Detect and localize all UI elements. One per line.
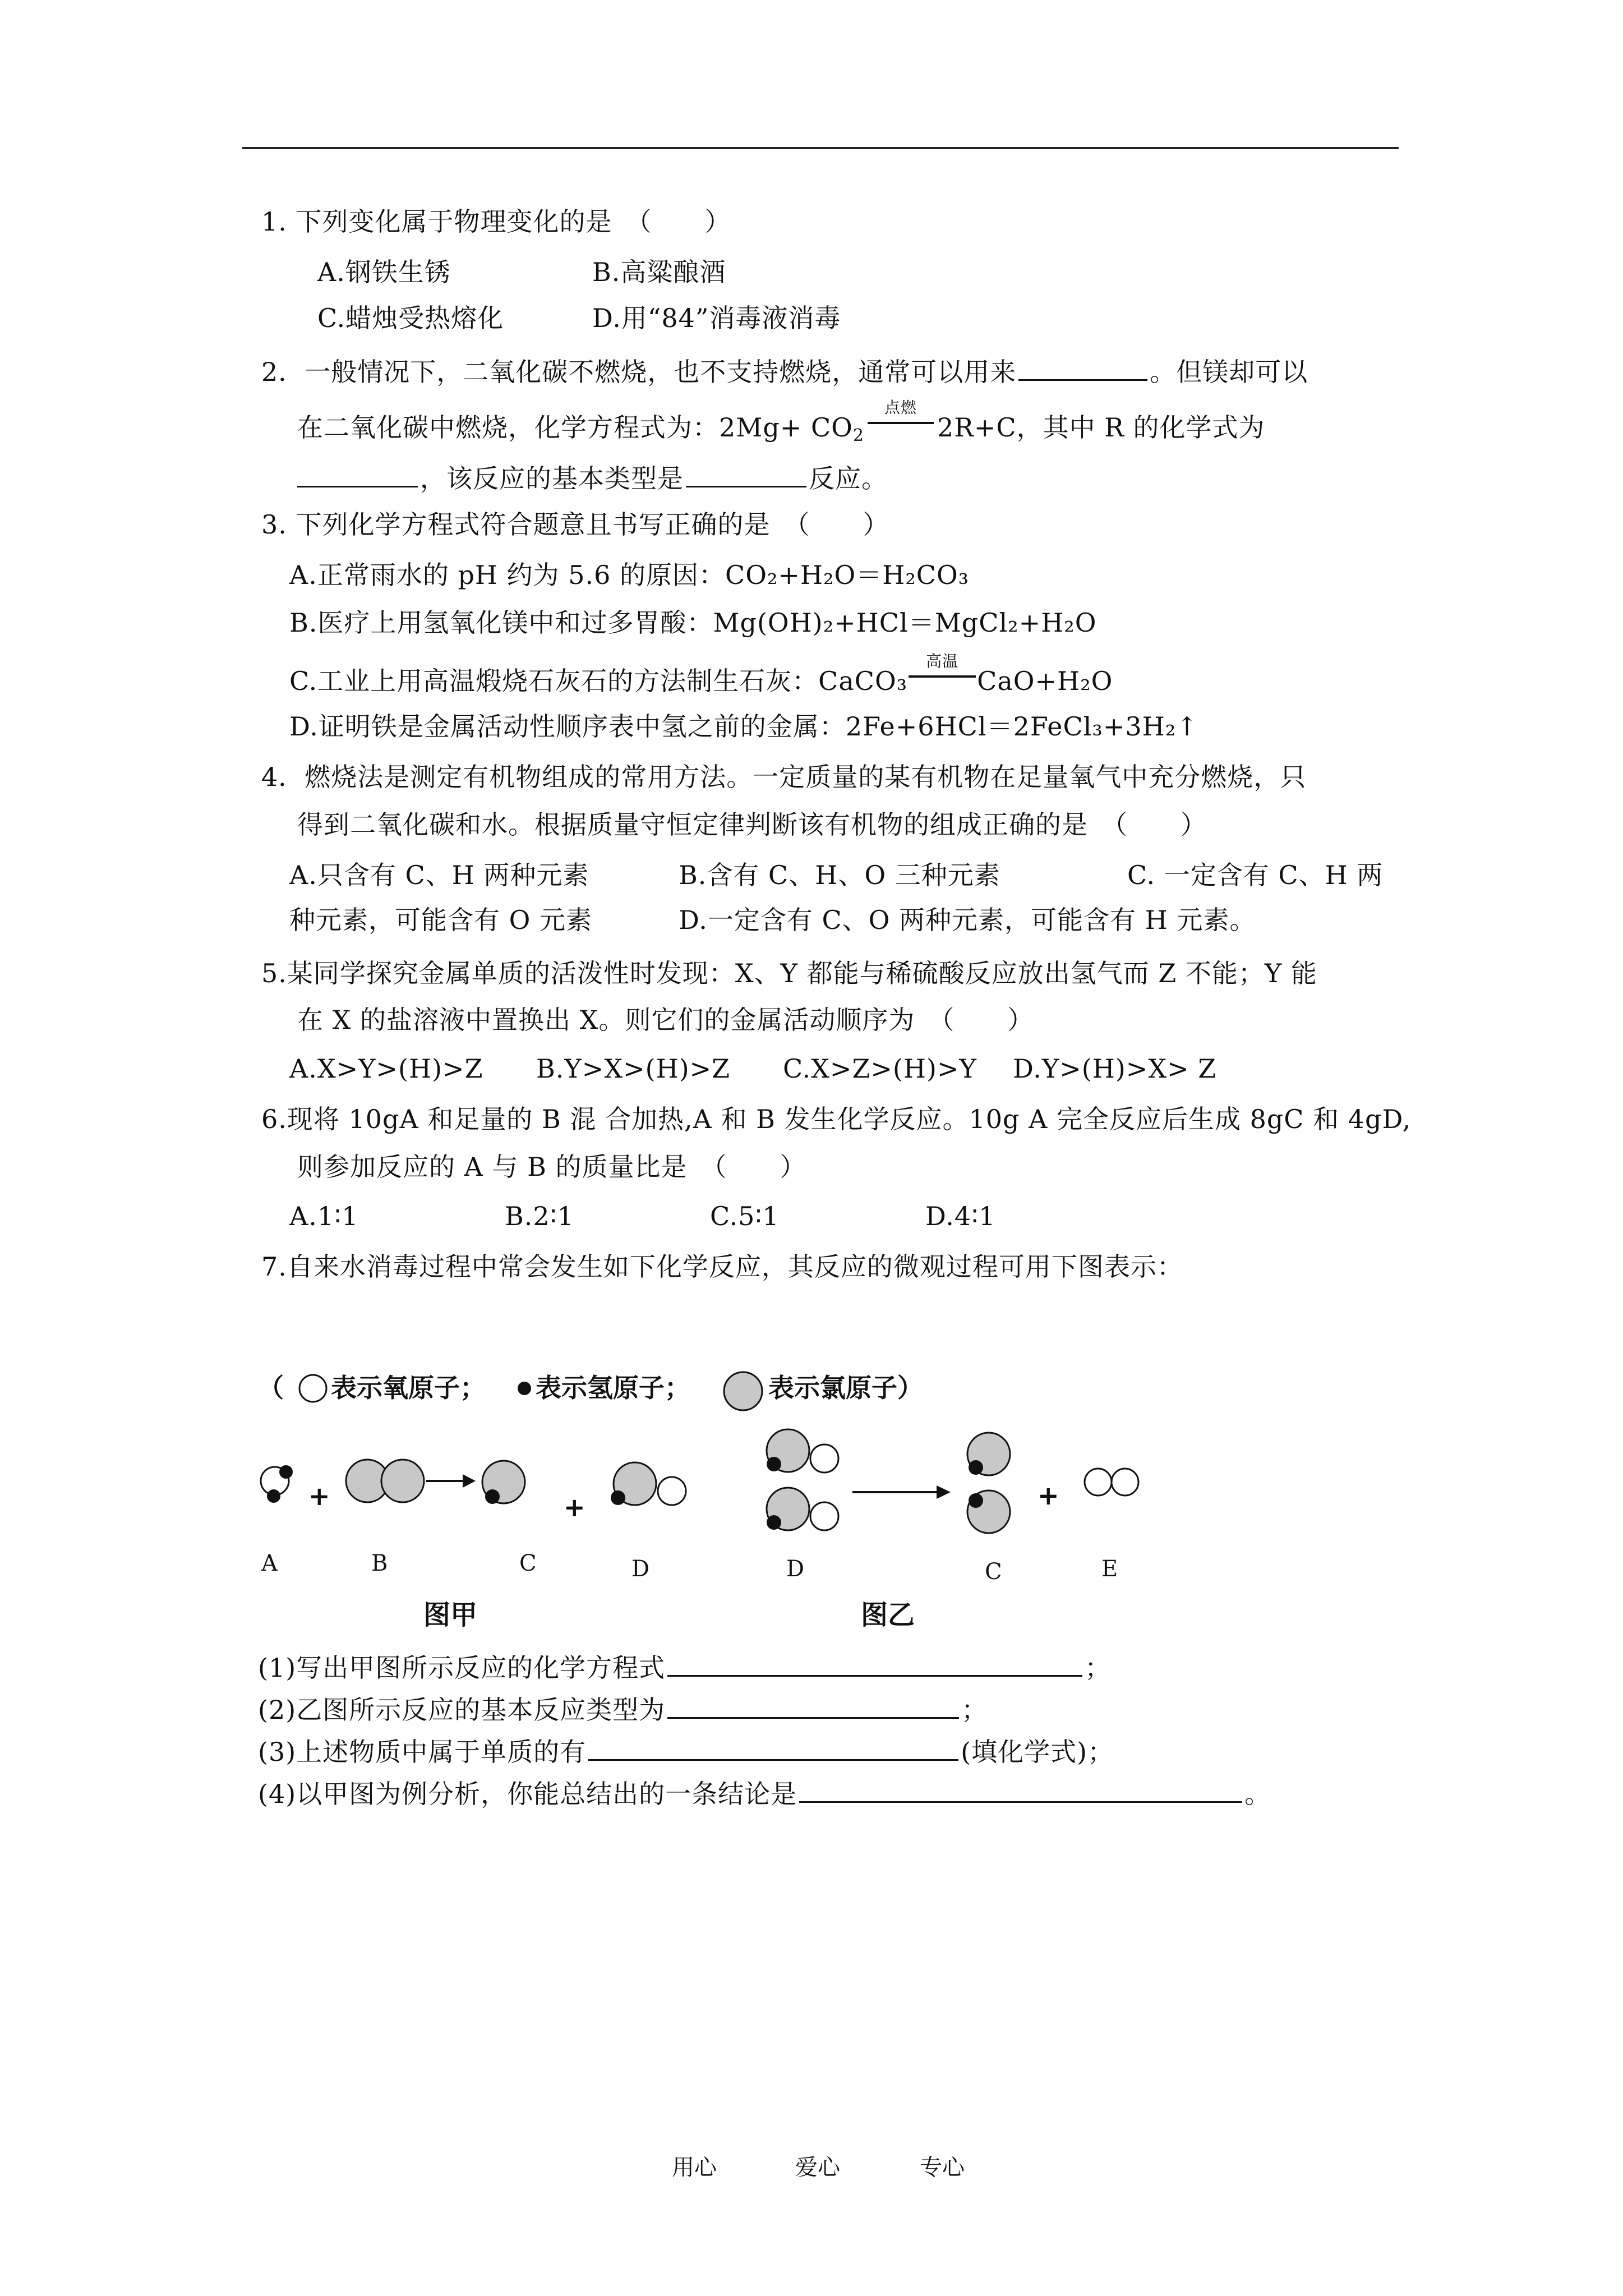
reaction-diagram — [247, 1358, 1200, 1638]
q4-option-a: A.只含有 C、H 两种元素 — [289, 860, 589, 890]
q3-condition — [909, 652, 976, 690]
q7-sub3 — [258, 1733, 1114, 1769]
footer-yongxin: 用心 — [672, 2155, 717, 2180]
q7-stem: 7.自来水消毒过程中常会发生如下化学反应，其反应的微观过程可用下图表示： — [261, 1251, 1183, 1282]
q6-option-c: C.5∶1 — [710, 1201, 780, 1231]
caption-yi: 图乙 — [861, 1599, 915, 1631]
yi-d1-oxygen — [810, 1444, 838, 1473]
q6-option-b: B.2∶1 — [505, 1201, 574, 1231]
q3-option-c-products: CaO+H₂O — [977, 666, 1113, 696]
legend-hydrogen-text: 表示氢原子； — [536, 1373, 690, 1403]
q2-line1 — [261, 353, 1308, 389]
yi-c1-hydrogen — [969, 1460, 983, 1475]
q7-sub2 — [258, 1691, 988, 1727]
q7-sub4-tail: 。 — [1244, 1779, 1271, 1809]
q7-sub1-text: (1)写出甲图所示反应的化学方程式 — [258, 1653, 666, 1683]
q6-option-d: D.4∶1 — [925, 1201, 996, 1231]
q5-option-c: C.X>Z>(H)>Y — [783, 1053, 977, 1084]
yi-d2-hydrogen — [767, 1515, 781, 1530]
footer-aixin: 爱心 — [795, 2155, 840, 2180]
molecule-a-hydrogen-1 — [279, 1465, 293, 1479]
yi-c2-hydrogen — [969, 1493, 983, 1508]
label-c: C — [519, 1550, 537, 1576]
caption-jia: 图甲 — [423, 1599, 478, 1631]
q4-option-c-cont: 种元素，可能含有 O 元素 — [289, 905, 592, 935]
q2-line2 — [297, 398, 1265, 453]
q2-blank-use[interactable] — [1018, 353, 1147, 381]
label-d: D — [631, 1556, 650, 1582]
q2-blank-formula[interactable] — [297, 460, 418, 487]
q7-sub2-text: (2)乙图所示反应的基本反应类型为 — [258, 1695, 666, 1725]
q3-option-a: A.正常雨水的 pH 约为 5.6 的原因：CO₂+H₂O＝H₂CO₃ — [289, 560, 970, 590]
label-yi-e: E — [1101, 1556, 1118, 1582]
legend-open: （ — [258, 1373, 284, 1403]
q3-option-b: B.医疗上用氢氧化镁中和过多胃酸：Mg(OH)₂+HCl＝MgCl₂+H₂O — [289, 608, 1097, 638]
label-yi-d: D — [786, 1556, 805, 1582]
yi-d1-hydrogen — [767, 1457, 781, 1471]
fig-jia — [261, 1460, 686, 1631]
q3-option-c-text: C.工业上用高温煅烧石灰石的方法制生石灰：CaCO₃ — [289, 666, 908, 696]
yi-e-oxygen-2 — [1112, 1469, 1138, 1496]
q3-condition-bar — [909, 675, 976, 678]
q5-option-a: A.X>Y>(H)>Z — [289, 1053, 483, 1084]
q2-condition-bar — [868, 422, 934, 424]
plus-2: + — [564, 1492, 585, 1522]
legend-oxygen-text: 表示氧原子； — [331, 1373, 486, 1403]
q2-line1-tail: 。但镁却可以 — [1150, 357, 1308, 387]
q4-option-d: D.一定含有 C、O 两种元素，可能含有 H 元素。 — [679, 905, 1256, 935]
q5-line1: 5.某同学探究金属单质的活泼性时发现：X、Y 都能与稀硫酸反应放出氢气而 Z 不能；Y 能 — [261, 958, 1317, 988]
q6-option-a: A.1∶1 — [289, 1201, 359, 1231]
legend-hydrogen-icon — [518, 1382, 531, 1395]
q2-co2-subscript: 2 — [852, 426, 864, 445]
plus-3: + — [1038, 1480, 1059, 1511]
q7-sub4-text: (4)以甲图为例分析，你能总结出的一条结论是 — [258, 1779, 797, 1809]
q4-option-c: C. 一定含有 C、H 两 — [1127, 860, 1384, 890]
q6-line1: 6.现将 10gA 和足量的 B 混 合加热,A 和 B 发生化学反应。10g A 完全反应后生成 8gC 和 4gD, — [261, 1104, 1412, 1134]
q2-condition-label: 点燃 — [884, 398, 917, 417]
label-b: B — [371, 1550, 388, 1576]
q5-option-b: B.Y>X>(H)>Z — [536, 1053, 731, 1084]
q2-line3-tail: 反应。 — [809, 463, 888, 494]
molecule-a-hydrogen-2 — [267, 1489, 280, 1503]
legend-oxygen-icon — [299, 1375, 326, 1402]
arrow-yi-head — [937, 1485, 951, 1499]
q2-line1-text: 2．一般情况下，二氧化碳不燃烧，也不支持燃烧，通常可以用来 — [261, 357, 1017, 387]
q1-option-d: D.用“84”消毒液消毒 — [592, 303, 841, 333]
q7-sub4 — [258, 1775, 1271, 1811]
q2-line3 — [297, 460, 888, 495]
fig-yi — [767, 1429, 1138, 1631]
q5-option-d: D.Y>(H)>X> Z — [1013, 1053, 1217, 1084]
label-yi-c: C — [985, 1559, 1002, 1585]
q3-condition-label: 高温 — [926, 652, 959, 670]
q2-condition — [868, 398, 934, 436]
q7-sub2-blank[interactable] — [667, 1691, 959, 1719]
q7-sub3-blank[interactable] — [588, 1733, 958, 1761]
q4-line1: 4．燃烧法是测定有机物组成的常用方法。一定质量的某有机物在足量氧气中充分燃烧，只 — [261, 762, 1307, 792]
q6-line2: 则参加反应的 A 与 B 的质量比是 （ ） — [297, 1152, 806, 1182]
q3-stem: 3. 下列化学方程式符合题意且书写正确的是 （ ） — [261, 509, 889, 540]
arrow-jia-head — [463, 1474, 476, 1488]
q2-line3-text: ，该反应的基本类型是 — [420, 463, 684, 494]
molecule-d-hydrogen — [611, 1490, 625, 1505]
q1-option-a: A.钢铁生锈 — [317, 257, 451, 287]
yi-e-oxygen-1 — [1085, 1469, 1112, 1496]
footer-zhuanxin: 专心 — [920, 2155, 965, 2180]
q7-sub3-text: (3)上述物质中属于单质的有 — [258, 1737, 587, 1767]
q7-sub1 — [258, 1649, 1111, 1685]
q4-line2: 得到二氧化碳和水。根据质量守恒定律判断该有机物的组成正确的是 （ ） — [297, 809, 1207, 840]
q2-equation-left: 在二氧化碳中燃烧，化学方程式为：2Mg+ CO — [297, 412, 853, 443]
legend-chlorine-icon — [724, 1372, 762, 1410]
q7-sub1-blank[interactable] — [667, 1649, 1082, 1677]
molecule-c-hydrogen — [485, 1489, 500, 1504]
q7-sub4-blank[interactable] — [799, 1775, 1242, 1803]
q7-sub1-tail: ； — [1085, 1653, 1112, 1683]
header-rule — [242, 147, 1399, 149]
q2-blank-type[interactable] — [686, 460, 806, 487]
q4-option-b: B.含有 C、H、O 三种元素 — [679, 860, 1000, 890]
q3-option-c — [289, 652, 1113, 698]
yi-d2-oxygen — [810, 1502, 838, 1530]
label-a: A — [261, 1550, 278, 1576]
plus-1: + — [308, 1481, 330, 1511]
q3-option-d: D.证明铁是金属活动性顺序表中氢之前的金属：2Fe+6HCl＝2FeCl₃+3H₂↑ — [289, 711, 1198, 742]
q1-option-b: B.高粱酿酒 — [592, 257, 726, 287]
molecule-d-oxygen — [658, 1477, 686, 1505]
legend-chlorine-text: 表示氯原子） — [768, 1373, 923, 1403]
q1-stem: 1. 下列变化属于物理变化的是 （ ） — [261, 206, 731, 237]
q5-line2: 在 X 的盐溶液中置换出 X。则它们的金属活动顺序为 （ ） — [297, 1005, 1034, 1035]
q7-sub3-tail: (填化学式)； — [961, 1737, 1114, 1767]
q2-equation-right: 2R+C，其中 R 的化学式为 — [937, 412, 1265, 443]
q1-option-c: C.蜡烛受热熔化 — [317, 303, 504, 333]
molecule-b-chlorine-2 — [381, 1460, 424, 1502]
q7-sub2-tail: ； — [961, 1695, 988, 1725]
